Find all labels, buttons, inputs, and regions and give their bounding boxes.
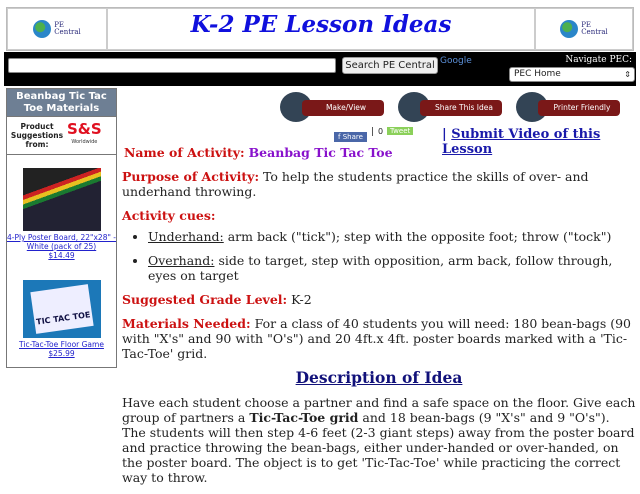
product-price[interactable]: $25.99 xyxy=(48,349,75,358)
tweet-count: 0 xyxy=(377,127,384,136)
name-label: Name of Activity: xyxy=(124,145,245,160)
separator: | xyxy=(442,127,452,142)
header xyxy=(6,7,634,51)
materials-label: Materials Needed: xyxy=(122,316,251,331)
cues-label: Activity cues: xyxy=(122,208,216,223)
materials-text: For a class of 40 students you will need: 180 bean-bags (90 with "X's" and 90 with "O's") and 20 4ft.x 4ft. poster boards marked with a 'Tic-Tac-Toe' grid. xyxy=(122,316,632,361)
cue-item xyxy=(148,253,636,283)
search-button[interactable]: Search PE Central xyxy=(342,57,438,74)
brand-sub: Worldwide xyxy=(71,138,98,145)
purpose-text: To help the students practice the skills of over- and underhand throwing. xyxy=(122,169,589,199)
sidebar-title: Beanbag Tic Tac Toe Materials xyxy=(7,89,116,117)
grade-value: K-2 xyxy=(291,292,312,307)
cue-term: Underhand: xyxy=(148,229,224,244)
share-label: Share This Idea xyxy=(420,100,502,116)
tweet-button[interactable]: Tweet xyxy=(387,127,413,135)
desc-bold: Tic-Tac-Toe grid xyxy=(249,410,359,425)
suggestions-label: Product Suggestions from: xyxy=(10,122,64,149)
comments-label: Make/View Comments xyxy=(302,100,384,116)
printer-friendly-button[interactable] xyxy=(516,92,622,122)
product-item xyxy=(7,280,116,358)
activity-name: Beanbag Tic Tac Toe xyxy=(248,145,393,160)
comments-button[interactable] xyxy=(280,92,386,128)
poster-board-image[interactable] xyxy=(23,168,101,231)
product-item xyxy=(7,168,116,260)
logo-text: PE xyxy=(581,21,592,29)
cue-term: Overhand: xyxy=(148,253,215,268)
lesson-content xyxy=(122,145,636,494)
page-title: K-2 PE Lesson Ideas xyxy=(190,11,452,38)
brand-name: S&S xyxy=(67,119,102,138)
submit-video-link[interactable]: Submit Video of this Lesson xyxy=(442,127,601,157)
globe-icon xyxy=(33,20,51,38)
globe-icon xyxy=(560,20,578,38)
pe-central-logo-right[interactable] xyxy=(535,8,633,50)
search-bar xyxy=(4,52,636,86)
logo-text: PE xyxy=(54,21,65,29)
purpose-label: Purpose of Activity: xyxy=(122,169,260,184)
navigate-selected: PEC Home xyxy=(514,69,561,79)
cue-item xyxy=(148,229,636,244)
tic-tac-toe-image[interactable] xyxy=(23,280,101,338)
grade-label: Suggested Grade Level: xyxy=(122,292,288,307)
facebook-share-button[interactable]: f Share xyxy=(334,132,367,142)
cue-text: side to target, step with opposition, arm back, follow through, eyes on target xyxy=(148,253,613,283)
materials-sidebar xyxy=(6,88,117,368)
description-heading: Description of Idea xyxy=(295,368,463,387)
image-text: TIC TAC TOE xyxy=(30,284,93,334)
chevron-updown-icon: ⇕ xyxy=(624,70,631,79)
description-text xyxy=(122,395,636,485)
cue-text: arm back ("tick"); step with the opposite foot; throw ("tock") xyxy=(227,229,612,244)
search-input[interactable] xyxy=(8,58,336,73)
sns-logo[interactable] xyxy=(67,119,102,149)
product-link[interactable]: 4-Ply Poster Board, 22"x28" - White (pack of 25) xyxy=(7,233,117,251)
desc-text: and 18 bean-bags (9 "X's" and 9 "O's"). The students will then step 4-6 feet (2-3 giant steps) away from the poster board and practice throwing the bean-bags, either under-handed or over-handed, on the poster board. The object is to get 'Tic-Tac-Toe' while practicing the correct way to throw. xyxy=(122,410,635,485)
logo-text: Central xyxy=(54,28,81,36)
print-label: Printer Friendly xyxy=(538,100,620,116)
google-logo: Google xyxy=(440,56,472,66)
fb-share-label: Share xyxy=(342,133,363,141)
navigate-select[interactable] xyxy=(509,67,635,82)
pe-central-logo-left[interactable] xyxy=(7,8,107,50)
share-idea-button[interactable] xyxy=(398,92,504,122)
navigate-label: Navigate PEC: xyxy=(565,55,632,65)
logo-text: Central xyxy=(581,28,608,36)
desc-text: Have each student choose a partner and find a safe space on the floor. Give each group of partners a xyxy=(122,395,636,425)
separator: | xyxy=(370,127,374,137)
product-link[interactable]: Tic-Tac-Toe Floor Game xyxy=(19,340,104,349)
product-price[interactable]: $14.49 xyxy=(48,251,75,260)
